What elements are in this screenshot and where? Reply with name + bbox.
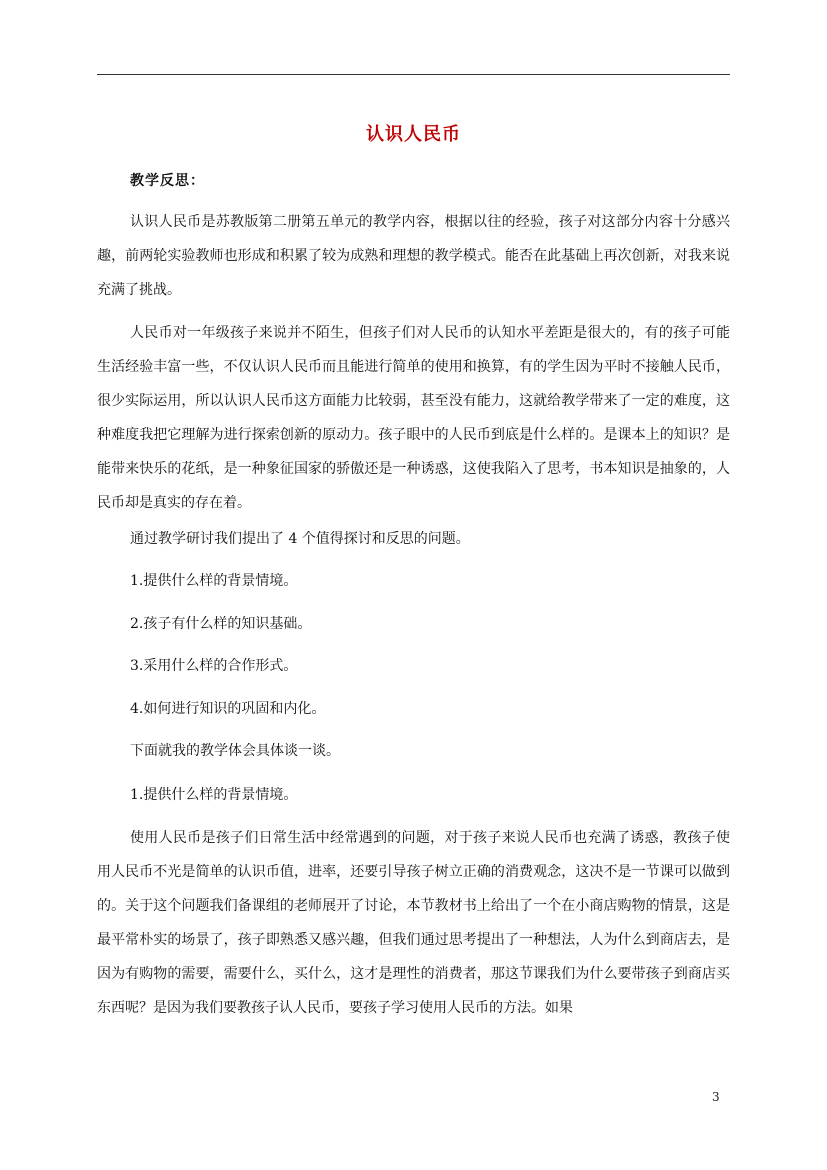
document-title: 认识人民币 (366, 124, 461, 145)
list-item-3: 3.采用什么样的合作形式。 (130, 658, 298, 674)
subheading-1: 1.提供什么样的背景情境。 (130, 787, 298, 803)
page-number: 3 (712, 1090, 720, 1104)
list-item-1: 1.提供什么样的背景情境。 (130, 573, 298, 589)
list-item-2: 2.孩子有什么样的知识基础。 (130, 616, 312, 632)
paragraph-3: 使用人民币是孩子们日常生活中经常遇到的问题，对于孩子来说人民币也充满了诱惑，教孩子使用人民币不光是简单的认识币值，进率，还要引导孩子树立正确的消费观念，这决不是一节课可以做到的。关于这个问题我们备课组的老师展开了讨论，本节教材书上给出了一个在小商店购物的情景，这是最平常朴实的场景了，孩子即熟悉又感兴趣，但我们通过思考提出了一种想法，人为什么到商店去，是因为有购物的需要，需要什么，买什么，这才是理性的消费者，那这节课我们为什么要带孩子到商店买东西呢？是因为我们要教孩子认人民币，要孩子学习使用人民币的方法。如果 (97, 830, 730, 1016)
paragraph-2: 人民币对一年级孩子来说并不陌生，但孩子们对人民币的认知水平差距是很大的，有的孩子可能生活经验丰富一些，不仅认识人民币而且能进行简单的使用和换算，有的学生因为平时不接触人民币，很少实际运用，所以认识人民币这方面能力比较弱，甚至没有能力，这就给教学带来了一定的难度，这种难度我把它理解为进行探索创新的原动力。孩子眼中的人民币到底是什么样的。是课本上的知识？是能带来快乐的花纸，是一种象征国家的骄傲还是一种诱惑，这使我陷入了思考，书本知识是抽象的，人民币却是真实的存在着。 (97, 325, 730, 511)
list-item-4: 4.如何进行知识的巩固和内化。 (130, 701, 326, 717)
paragraph-1: 认识人民币是苏教版第二册第五单元的教学内容，根据以往的经验，孩子对这部分内容十分感兴趣，前两轮实验教师也形成和积累了较为成熟和理想的教学模式。能否在此基础上再次创新，对我来说充满了挑战。 (97, 214, 730, 298)
header-rule (97, 74, 730, 75)
text-line-transition: 下面就我的教学体会具体谈一谈。 (130, 743, 340, 759)
section-label: 教学反思： (130, 173, 205, 189)
text-line-intro: 通过教学研讨我们提出了 4 个值得探讨和反思的问题。 (130, 531, 470, 547)
